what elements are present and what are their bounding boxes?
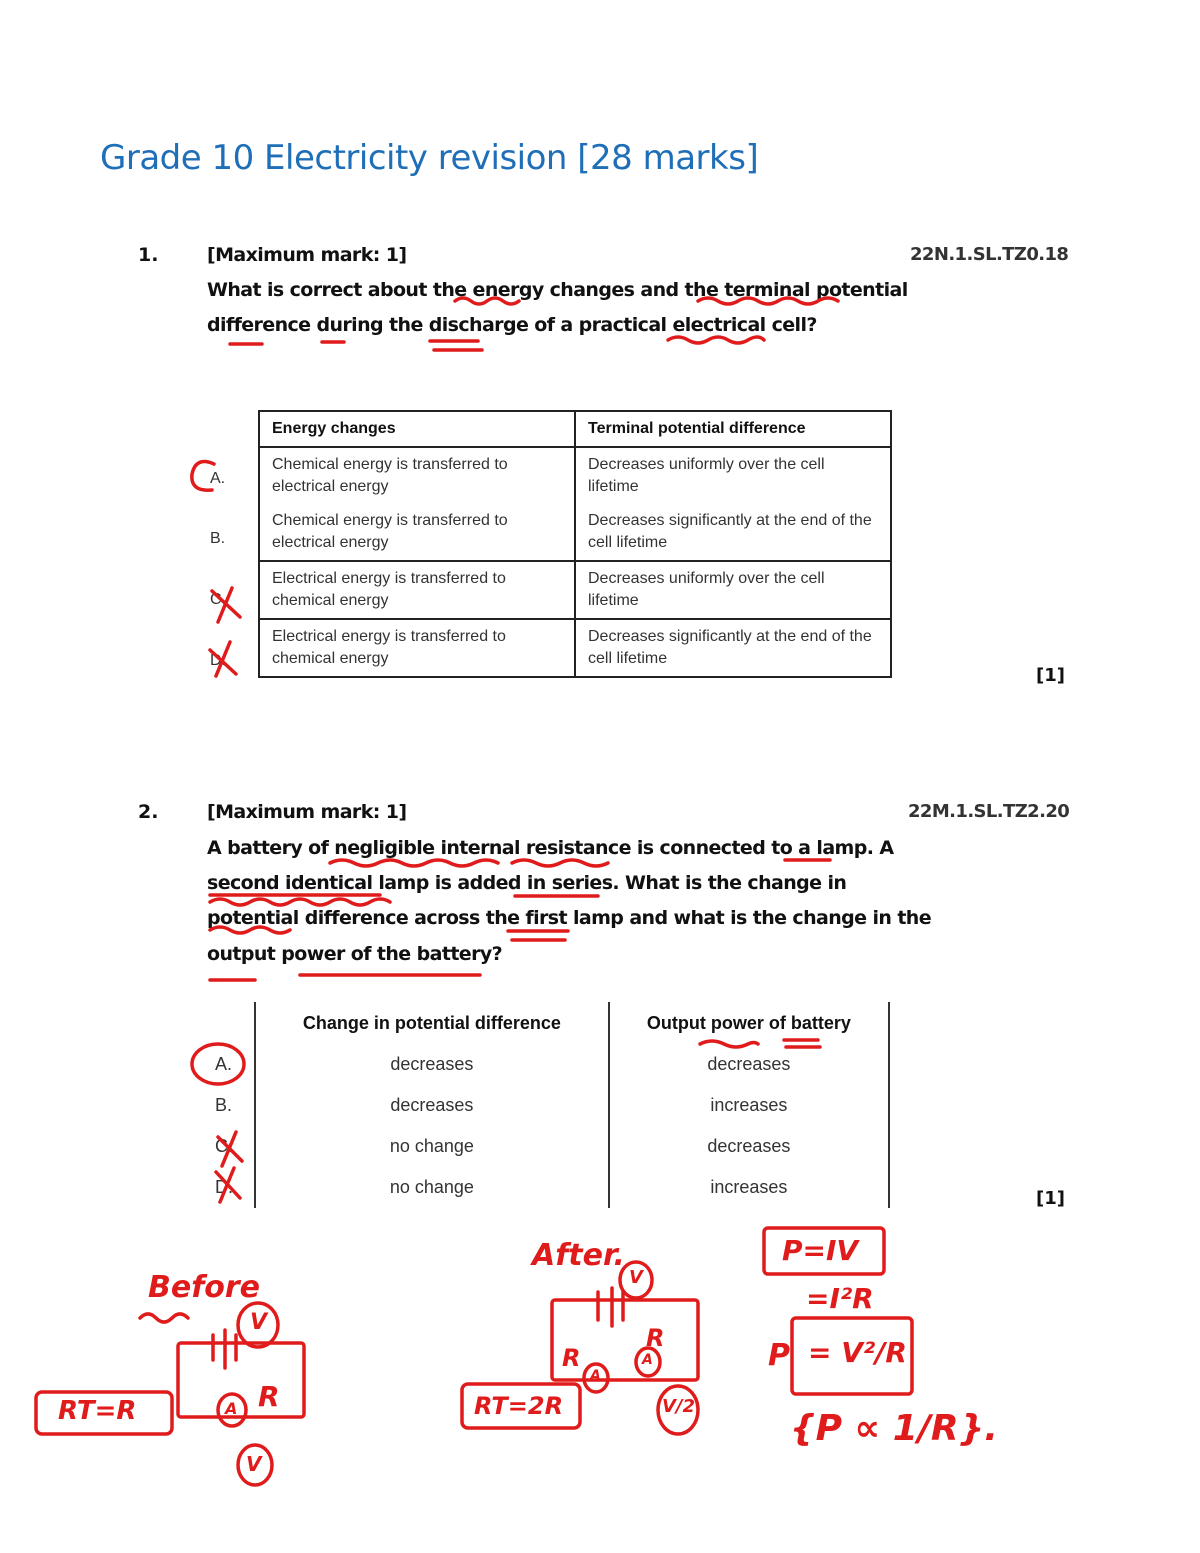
q1-row-d-energy: Electrical energy is transferred to chemical energy bbox=[259, 619, 575, 677]
ammeter-label: A bbox=[590, 1368, 601, 1384]
resistor-label: R bbox=[646, 1324, 665, 1352]
power-v2r-formula: = V²/R bbox=[808, 1336, 907, 1369]
q2-row-c-power: decreases bbox=[609, 1126, 889, 1167]
before-label: Before bbox=[148, 1270, 261, 1305]
question-2-max-mark: [Maximum mark: 1] bbox=[207, 801, 407, 823]
question-2-text-line-3: potential difference across the first lamp and what is the change in the bbox=[207, 907, 932, 929]
q2-row-a-pd: decreases bbox=[255, 1044, 609, 1085]
resistor-label: R bbox=[258, 1380, 280, 1413]
voltmeter-label: V bbox=[629, 1267, 643, 1288]
q2-row-b-power: increases bbox=[609, 1085, 889, 1126]
question-1-marks: [1] bbox=[1036, 665, 1065, 686]
q2-header-power: Output power of battery bbox=[609, 1002, 889, 1044]
after-label: After. bbox=[532, 1238, 625, 1273]
power-i2r-formula: =I²R bbox=[806, 1282, 874, 1315]
page-title: Grade 10 Electricity revision [28 marks] bbox=[100, 138, 759, 178]
underline-mark bbox=[512, 860, 608, 866]
ammeter-label: A bbox=[225, 1399, 238, 1418]
power-p-label: P bbox=[768, 1338, 790, 1373]
q2-header-pd: Change in potential difference bbox=[255, 1002, 609, 1044]
voltmeter-label: V bbox=[250, 1310, 268, 1335]
q1-row-b-tpd: Decreases significantly at the end of the cell lifetime bbox=[575, 504, 891, 561]
wrong-cross-mark bbox=[212, 588, 240, 622]
q1-row-c-energy: Electrical energy is transferred to chemical energy bbox=[259, 561, 575, 619]
power-iv-formula: P=IV bbox=[782, 1234, 859, 1267]
q2-option-label-c: C. bbox=[215, 1136, 233, 1156]
question-1-text-line-1: What is correct about the energy changes and the terminal potential bbox=[207, 279, 908, 301]
q1-row-c-tpd: Decreases uniformly over the cell lifetime bbox=[575, 561, 891, 619]
q1-row-a-tpd: Decreases uniformly over the cell lifetime bbox=[575, 447, 891, 504]
q1-option-label-a: A. bbox=[210, 470, 226, 487]
underline-mark bbox=[140, 1314, 188, 1322]
rt-before-text: RT=R bbox=[58, 1396, 137, 1426]
question-2-text-line-1: A battery of negligible internal resistance is connected to a lamp. A bbox=[207, 837, 894, 859]
q2-row-d-pd: no change bbox=[255, 1167, 609, 1208]
underline-mark bbox=[330, 860, 498, 866]
underline-mark bbox=[210, 899, 390, 905]
q1-option-label-b: B. bbox=[210, 530, 226, 547]
wrong-cross-mark bbox=[216, 1168, 240, 1202]
question-1-text-line-2: difference during the discharge of a practical electrical cell? bbox=[207, 314, 817, 336]
q1-row-d-tpd: Decreases significantly at the end of the cell lifetime bbox=[575, 619, 891, 677]
question-2-code: 22M.1.SL.TZ2.20 bbox=[908, 801, 1070, 822]
wrong-cross-mark bbox=[218, 1132, 242, 1166]
power-proportional-note: {P ∝ 1/R}. bbox=[790, 1408, 998, 1449]
question-1-number: 1. bbox=[138, 244, 159, 266]
q1-option-label-c: C. bbox=[210, 591, 226, 608]
q2-option-label-d: D. bbox=[215, 1177, 233, 1197]
q1-header-energy: Energy changes bbox=[259, 411, 575, 447]
underline-mark bbox=[698, 298, 838, 304]
rt-after-text: RT=2R bbox=[474, 1392, 564, 1420]
question-2-number: 2. bbox=[138, 801, 159, 823]
q2-row-a-power: decreases bbox=[609, 1044, 889, 1085]
wrong-cross-mark bbox=[210, 642, 236, 676]
half-voltage-label: V/2 bbox=[662, 1396, 696, 1417]
q1-option-label-d: D. bbox=[210, 652, 226, 669]
q2-option-label-a: A. bbox=[215, 1054, 233, 1074]
correct-circle-mark bbox=[192, 1044, 244, 1084]
q1-row-a-energy: Chemical energy is transferred to electrical energy bbox=[259, 447, 575, 504]
question-2-marks: [1] bbox=[1036, 1188, 1065, 1209]
q2-option-label-b: B. bbox=[215, 1095, 233, 1115]
underline-mark bbox=[210, 927, 290, 933]
resistor-label: R bbox=[562, 1344, 581, 1372]
q2-row-c-pd: no change bbox=[255, 1126, 609, 1167]
question-2-text-line-2: second identical lamp is added in series. What is the change in bbox=[207, 872, 847, 894]
q2-row-d-power: increases bbox=[609, 1167, 889, 1208]
correct-circle-mark bbox=[192, 462, 214, 491]
q2-row-b-pd: decreases bbox=[255, 1085, 609, 1126]
question-2-text-line-4: output power of the battery? bbox=[207, 943, 503, 965]
ammeter-label: A bbox=[642, 1352, 653, 1368]
lamp-box bbox=[178, 1343, 304, 1417]
voltmeter-label: V bbox=[246, 1452, 262, 1476]
underline-mark bbox=[455, 298, 519, 304]
q1-row-b-energy: Chemical energy is transferred to electrical energy bbox=[259, 504, 575, 561]
question-1-max-mark: [Maximum mark: 1] bbox=[207, 244, 407, 266]
underline-mark bbox=[668, 337, 764, 343]
underline-mark bbox=[700, 1041, 758, 1047]
question-1-code: 22N.1.SL.TZ0.18 bbox=[910, 244, 1069, 265]
q1-header-tpd: Terminal potential difference bbox=[575, 411, 891, 447]
